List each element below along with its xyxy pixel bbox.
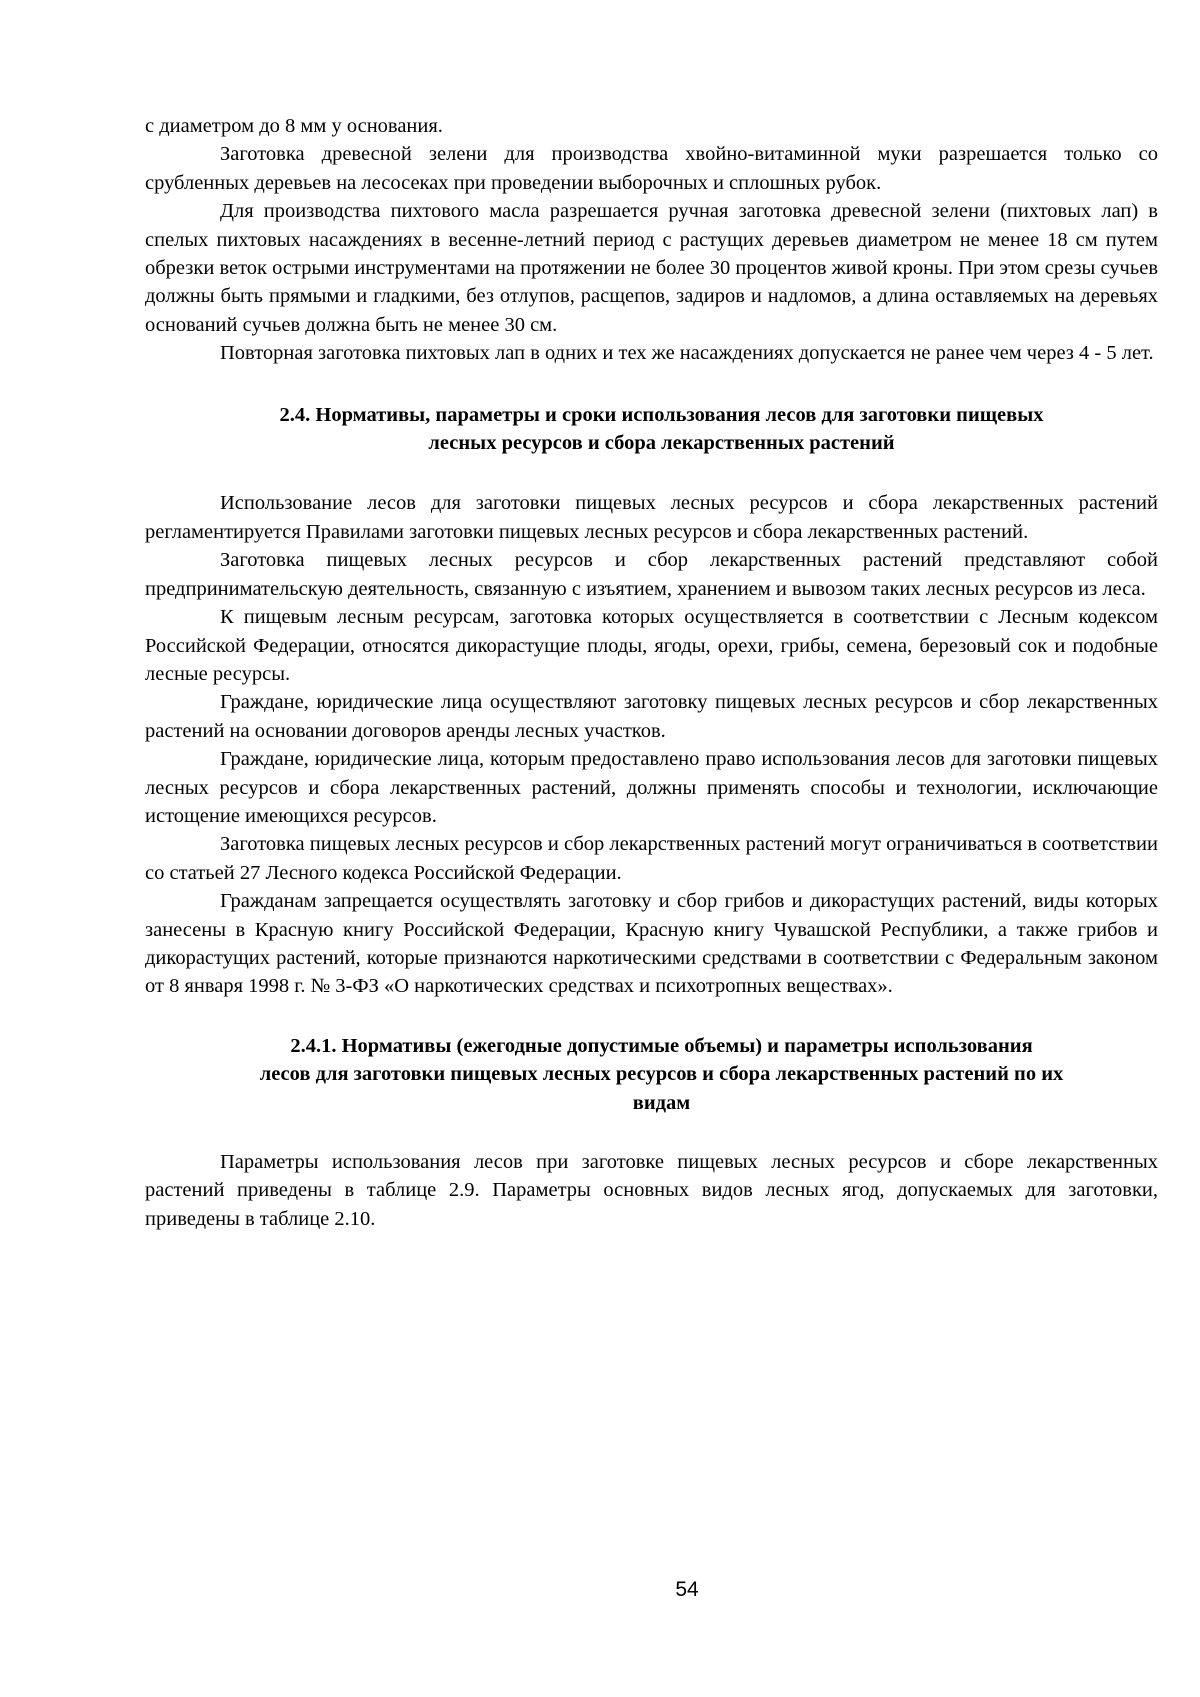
section-heading-2-4-1 bbox=[145, 1032, 1158, 1117]
paragraph: Заготовка древесной зелени для производства хвойно-витаминной муки разрешается только со срубленных деревьев на лесосеках при проведении выборочных и сплошных рубок. bbox=[145, 143, 1158, 194]
paragraph: с диаметром до 8 мм у основания. bbox=[145, 115, 443, 137]
paragraph: Использование лесов для заготовки пищевых лесных ресурсов и сбора лекарственных растений регламентируется Правилами заготовки пищевых лесных ресурсов и сбора лекарственных растений. bbox=[145, 492, 1158, 543]
paragraph: Заготовка пищевых лесных ресурсов и сбор лекарственных растений представляют собой предпринимательскую деятельность, связанную с изъятием, хранением и вывозом таких лесных ресурсов из леса. bbox=[145, 549, 1158, 600]
paragraph: Заготовка пищевых лесных ресурсов и сбор лекарственных растений могут ограничиваться в соответствии со статьей 27 Лесного кодекса Российской Федерации. bbox=[145, 833, 1158, 884]
page-number: 54 bbox=[675, 1578, 699, 1601]
paragraph: Граждане, юридические лица, которым предоставлено право использования лесов для заготовки пищевых лесных ресурсов и сбора лекарственных растений, должны применять способы и технологии, исключающие истощение имеющихся ресурсов. bbox=[145, 748, 1158, 827]
paragraph: К пищевым лесным ресурсам, заготовка которых осуществляется в соответствии с Лесным кодексом Российской Федерации, относятся дикорастущие плоды, ягоды, орехи, грибы, семена, березовый сок и подобные лесные ресурсы. bbox=[145, 606, 1158, 685]
heading-line: лесов для заготовки пищевых лесных ресурсов и сбора лекарственных растений по их bbox=[259, 1063, 1064, 1086]
heading-line: 2.4.1. Нормативы (ежегодные допустимые объемы) и параметры использования bbox=[290, 1034, 1033, 1057]
heading-line: лесных ресурсов и сбора лекарственных растений bbox=[428, 432, 895, 455]
paragraph: Повторная заготовка пихтовых лап в одних и тех же насаждениях допускается не ранее чем через 4 - 5 лет. bbox=[220, 342, 1154, 365]
paragraph: Для производства пихтового масла разрешается ручная заготовка древесной зелени (пихтовых лап) в спелых пихтовых насаждениях в весенне-летний период с растущих деревьев диаметром не менее 18 см путем обрезки веток острыми инструментами на протяжении не более 30 процентов живой кроны. При этом срезы сучьев должны быть прямыми и гладкими, без отлупов, расщепов, задиров и надломов, а длина оставляемых на деревьях оснований сучьев должна быть не менее 30 см. bbox=[145, 200, 1158, 336]
section-heading-2-4 bbox=[145, 401, 1158, 458]
document-page bbox=[145, 112, 1158, 1233]
paragraph: Граждане, юридические лица осуществляют заготовку пищевых лесных ресурсов и сбор лекарственных растений на основании договоров аренды лесных участков. bbox=[145, 691, 1158, 742]
paragraph: Параметры использования лесов при заготовке пищевых лесных ресурсов и сборе лекарственных растений приведены в таблице 2.9. Параметры основных видов лесных ягод, допускаемых для заготовки, приведены в таблице 2.10. bbox=[145, 1151, 1158, 1230]
heading-line: видам bbox=[632, 1091, 691, 1114]
paragraph: Гражданам запрещается осуществлять заготовку и сбор грибов и дикорастущих растений, виды которых занесены в Красную книгу Российской Федерации, Красную книгу Чувашской Республики, а также грибов и дикорастущих растений, которые признаются наркотическими средствами в соответствии с Федеральным законом от 8 января 1998 г. № 3-ФЗ «О наркотических средствах и психотропных веществах». bbox=[145, 890, 1158, 998]
heading-line: 2.4. Нормативы, параметры и сроки использования лесов для заготовки пищевых bbox=[279, 403, 1044, 426]
